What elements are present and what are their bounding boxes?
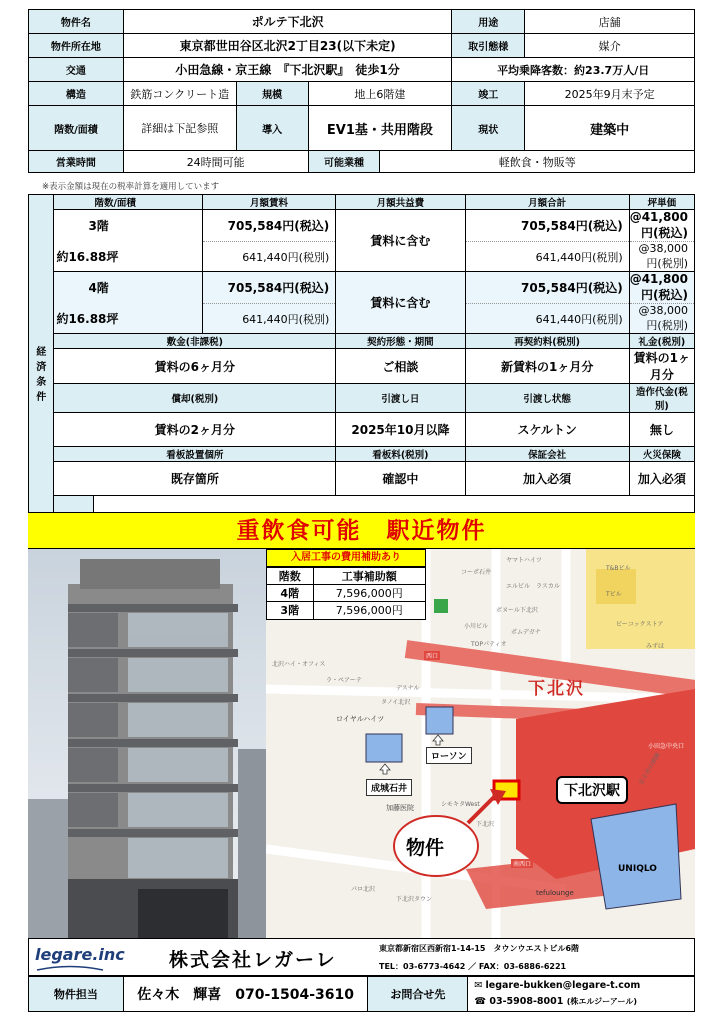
total-tax-4: 705,584円(税込) xyxy=(465,272,629,304)
scale-label: 規模 xyxy=(236,82,308,106)
company-address: 東京都新宿区西新宿1-14-15 タウンウエストビル6階 xyxy=(379,944,580,953)
passenger-count: 平均乗降客数：約23.7万人/日 xyxy=(452,58,695,82)
signboard-fee-value: 確認中 xyxy=(336,462,465,496)
map-label: ロイヤルハイツ xyxy=(336,715,385,723)
total-tax-3: 705,584円(税込) xyxy=(465,210,629,242)
area-4: 約16.88坪 xyxy=(54,304,202,334)
subsidy-floor-3: 3階 xyxy=(267,602,313,619)
tax-note: ※表示金額は現在の税率計算を適用しています xyxy=(42,182,220,192)
business-label: 可能業種 xyxy=(308,151,380,173)
fire-insurance-label: 火災保険 xyxy=(629,447,694,462)
completion-value: 2025年9月末予定 xyxy=(525,82,695,106)
up-arrow-icon xyxy=(432,734,444,746)
mail-icon: ✉ xyxy=(474,980,483,991)
headline-banner: 重飲食可能 駅近物件 xyxy=(28,512,695,549)
subsidy-title: 入居工事の費用補助あり xyxy=(267,550,425,567)
address-label: 物件所在地 xyxy=(29,34,124,58)
map-label: タノイ北沢 xyxy=(381,699,411,706)
handover-state-value: スケルトン xyxy=(465,413,629,447)
map-label: パロ北沢 xyxy=(351,886,376,893)
company-header xyxy=(28,938,695,976)
col-rent: 月額賃料 xyxy=(202,195,335,210)
deal-value: 媒介 xyxy=(525,34,695,58)
seijo-label: 成城石井 xyxy=(366,779,412,796)
inquiry-details xyxy=(468,977,695,1012)
rent-notax-3: 641,440円(税別) xyxy=(202,242,335,272)
rent-tax-3: 705,584円(税込) xyxy=(202,210,335,242)
floor-3: 3階 xyxy=(54,210,202,242)
common-fee-3: 賃料に含む xyxy=(336,210,465,272)
map-label: ヤマトハイツ xyxy=(506,557,542,564)
map-label: TOPパティオ xyxy=(471,641,507,648)
map-label: ラ・ペアーテ xyxy=(326,677,362,684)
signboard-location-value: 既存箇所 xyxy=(54,462,336,496)
col-common-fee: 月額共益費 xyxy=(336,195,465,210)
station-callout: 下北沢駅 xyxy=(556,776,628,804)
map-label: ポムデガナ xyxy=(511,629,541,636)
access-value: EV1基・共用階段 xyxy=(308,106,452,151)
handover-date-value: 2025年10月以降 xyxy=(336,413,465,447)
structure-value: 鉄筋コンクリート造 xyxy=(123,82,236,106)
map-label: 下北沢 xyxy=(476,821,495,828)
col-unit-price: 坪単価 xyxy=(629,195,694,210)
business-value: 軽飲食・物販等 xyxy=(380,151,695,173)
col-total: 月額合計 xyxy=(465,195,629,210)
company-logo: legare.inc xyxy=(35,945,125,964)
col-floor-area: 階数/面積 xyxy=(54,195,202,210)
amortization-value: 賃料の2ヶ月分 xyxy=(54,413,336,447)
economic-terms-label: 経 済 条 件 xyxy=(29,195,54,556)
renewal-label: 再契約料(税別) xyxy=(465,334,629,349)
subsidy-col-amount: 工事補助額 xyxy=(313,568,425,585)
unit-tax-3: @41,800円(税込) xyxy=(629,210,694,242)
map-label: 下北沢タウン xyxy=(396,896,433,903)
map-label: T&Bビル xyxy=(606,565,631,572)
deposit-label: 敷金(非課税) xyxy=(54,334,336,349)
map-label: 西口 xyxy=(426,653,439,660)
floor-4: 4階 xyxy=(54,272,202,304)
use-label: 用途 xyxy=(452,10,525,34)
total-notax-4: 641,440円(税別) xyxy=(465,304,629,334)
property-callout: 物件 xyxy=(406,837,445,859)
subsidy-amount-4: 7,596,000円 xyxy=(313,585,425,602)
map-label: エルビル xyxy=(506,583,531,590)
map-label: 加藤医院 xyxy=(386,804,414,812)
status-label: 現状 xyxy=(452,106,525,151)
subsidy-amount-3: 7,596,000円 xyxy=(313,602,425,619)
hours-value: 24時間可能 xyxy=(123,151,308,173)
property-name: ポルテ下北沢 xyxy=(123,10,451,34)
uniqlo-label: UNIQLO xyxy=(618,864,657,874)
handover-date-label: 引渡し日 xyxy=(336,384,465,413)
name-label: 物件名 xyxy=(29,10,124,34)
fixture-fee-label: 造作代金(税別) xyxy=(629,384,694,413)
handover-state-label: 引渡し状態 xyxy=(465,384,629,413)
rent-notax-4: 641,440円(税別) xyxy=(202,304,335,334)
deal-label: 取引態様 xyxy=(452,34,525,58)
building-image xyxy=(28,549,266,938)
map-label: みずほ xyxy=(646,643,665,650)
access-label: 導入 xyxy=(236,106,308,151)
signboard-fee-label: 看板料(税別) xyxy=(336,447,465,462)
transport-label: 交通 xyxy=(29,58,124,82)
guarantor-label: 保証会社 xyxy=(465,447,629,462)
phone-icon: ☎ xyxy=(474,996,487,1007)
unit-notax-4: @38,000円(税別) xyxy=(629,304,694,334)
contact-person: 佐々木 輝喜 070-1504-3610 xyxy=(123,977,368,1012)
contact-label: 物件担当 xyxy=(29,977,124,1012)
hours-label: 営業時間 xyxy=(29,151,124,173)
arrow-icon xyxy=(466,787,516,827)
up-arrow-icon xyxy=(379,763,391,775)
inquiry-email[interactable]: legare-bukken@legare-t.com xyxy=(485,980,641,991)
map-label: デスナル xyxy=(396,685,420,692)
map-label: 北沢ハイ・オフィス xyxy=(272,661,326,668)
guarantor-value: 加入必須 xyxy=(465,462,629,496)
key-money-label: 礼金(税別) xyxy=(629,334,694,349)
map-label: tefulounge xyxy=(536,889,574,897)
company-tel-fax: TEL：03-6773-4642 ／ FAX：03-6886-6221 xyxy=(379,962,567,971)
inquiry-phone-note: (株エルジーアール) xyxy=(566,997,638,1006)
inquiry-label: お問合せ先 xyxy=(368,977,468,1012)
area-3: 約16.88坪 xyxy=(54,242,202,272)
contact-table xyxy=(28,976,695,1012)
amortization-label: 償却(税別) xyxy=(54,384,336,413)
inquiry-phone[interactable]: 03-5908-8001 xyxy=(489,996,564,1007)
map-label: コーポ石井 xyxy=(461,569,492,576)
transport-value: 小田急線・京王線 『下北沢駅』 徒歩1分 xyxy=(123,58,451,82)
contract-label: 契約形態・期間 xyxy=(336,334,465,349)
conditions-table xyxy=(28,194,695,556)
fixture-fee-value: 無し xyxy=(629,413,694,447)
signboard-location-label: 看板設置個所 xyxy=(54,447,336,462)
subsidy-floor-4: 4階 xyxy=(267,585,313,602)
completion-label: 竣工 xyxy=(452,82,525,106)
renewal-value: 新賃料の1ヶ月分 xyxy=(465,349,629,384)
map-label: 南西口 xyxy=(513,861,532,868)
map-label: 京王井の頭線 xyxy=(637,751,662,787)
floor-area-value: 詳細は下記参照 xyxy=(123,106,236,151)
map-label: Tビル xyxy=(606,591,622,598)
address-value: 東京都世田谷区北沢2丁目23(以下未定) xyxy=(123,34,451,58)
unit-tax-4: @41,800円(税込) xyxy=(629,272,694,304)
company-name: 株式会社レガーレ xyxy=(169,949,337,971)
unit-notax-3: @38,000円(税別) xyxy=(629,242,694,272)
scale-value: 地上6階建 xyxy=(308,82,452,106)
total-notax-3: 641,440円(税別) xyxy=(465,242,629,272)
floor-area-label: 階数/面積 xyxy=(29,106,124,151)
key-money-value: 賃料の1ヶ月分 xyxy=(629,349,694,384)
use-value: 店舗 xyxy=(525,10,695,34)
status-value: 建築中 xyxy=(525,106,695,151)
property-info-table xyxy=(28,9,695,173)
map-label: ビーコックストア xyxy=(616,621,664,628)
subsidy-box xyxy=(266,549,426,620)
contract-value: ご相談 xyxy=(336,349,465,384)
deposit-value: 賃料の6ヶ月分 xyxy=(54,349,336,384)
rent-tax-4: 705,584円(税込) xyxy=(202,272,335,304)
fire-insurance-value: 加入必須 xyxy=(629,462,694,496)
logo-swoosh-icon xyxy=(35,965,105,975)
map-label: ボヌール下北沢 xyxy=(496,607,538,614)
common-fee-4: 賃料に含む xyxy=(336,272,465,334)
map-label: ラスカル xyxy=(536,583,560,590)
map-label: シモキタWest xyxy=(441,801,480,808)
map-label: 小田急中央口 xyxy=(648,743,685,750)
lawson-label: ローソン xyxy=(426,747,472,764)
map-station-name: 下北沢 xyxy=(528,679,585,699)
subsidy-col-floor: 階数 xyxy=(267,568,313,585)
structure-label: 構造 xyxy=(29,82,124,106)
map-label: 小川ビル xyxy=(464,623,489,630)
